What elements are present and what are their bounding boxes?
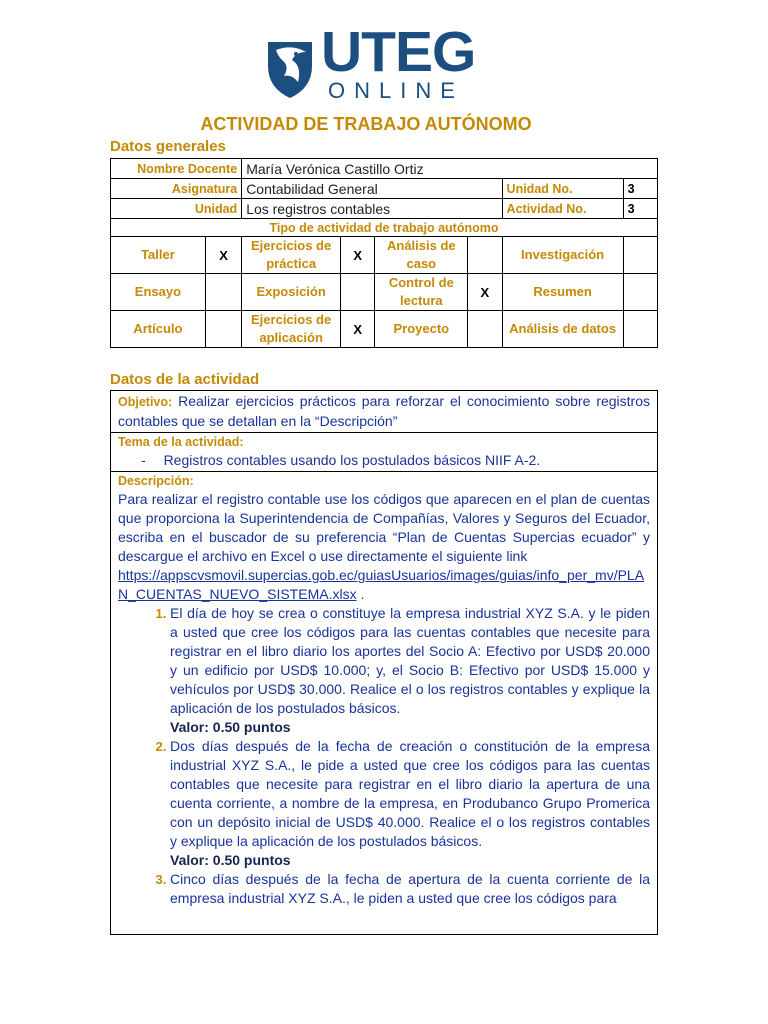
datos-actividad-table [110, 390, 658, 935]
cell-proyecto: Proyecto [375, 311, 468, 348]
table-row [111, 219, 658, 237]
logo-subtitle: ONLINE [328, 78, 464, 103]
mark-resumen [623, 274, 657, 311]
table-row [111, 159, 658, 179]
cell-ejercicios-practica: Ejercicios de práctica [242, 237, 341, 274]
activity-type-row-3 [111, 311, 658, 348]
mark-taller: X [205, 237, 241, 274]
objetivo-block [118, 392, 650, 431]
exercise-2-valor: Valor: 0.50 puntos [170, 852, 291, 868]
nombre-docente-label: Nombre Docente [111, 159, 242, 179]
tema-text: Registros contables usando los postulados básicos NIIF A-2. [163, 452, 541, 468]
cell-exposicion: Exposición [242, 274, 341, 311]
cell-ejercicios-aplicacion: Ejercicios de aplicación [242, 311, 341, 348]
exercise-2-text: Dos días después de la fecha de creación o constitución de la empresa industrial XYZ S.A., le pide a usted que cree los códigos para las cuentas contables que necesite para registrar en el libro diario la apertura de una cuenta corriente, a nombre de la empresa, en Produbanco Grupo Promerica con un depósito inicial de USD$ 40.000. Realice el o los registros contables y explique la aplicación de los postulados básicos. [170, 738, 650, 849]
mark-proyecto [468, 311, 502, 348]
tema-row [111, 433, 658, 472]
datos-generales-heading: Datos generales [110, 138, 226, 155]
asignatura-value: Contabilidad General [242, 179, 502, 199]
list-item [170, 870, 650, 908]
nombre-docente-value: María Verónica Castillo Ortiz [242, 159, 658, 179]
mark-control-lectura: X [468, 274, 502, 311]
datos-generales-table [110, 158, 658, 348]
tipo-actividad-label: Tipo de actividad de trabajo autónomo [111, 219, 658, 237]
cell-ensayo: Ensayo [111, 274, 206, 311]
unidad-no-value: 3 [623, 179, 657, 199]
mark-ensayo [205, 274, 241, 311]
unidad-no-label: Unidad No. [502, 179, 623, 199]
descripcion-label: Descripción: [118, 474, 194, 488]
exercise-3-text: Cinco días después de la fecha de apertura de la cuenta corriente de la empresa industrial XYZ S.A., le piden a usted que cree los códigos para [170, 871, 650, 906]
tema-bullet: - [141, 452, 146, 468]
exercise-1-valor: Valor: 0.50 puntos [170, 719, 291, 735]
mark-exposicion [341, 274, 375, 311]
descripcion-row [111, 472, 658, 935]
mark-ejercicios-practica: X [341, 237, 375, 274]
list-item [170, 604, 650, 737]
datos-actividad-heading: Datos de la actividad [110, 371, 260, 388]
link-period: . [360, 586, 365, 602]
cell-investigacion: Investigación [502, 237, 623, 274]
table-row [111, 199, 658, 219]
tema-item [118, 451, 650, 470]
cell-resumen: Resumen [502, 274, 623, 311]
cell-analisis-datos: Análisis de datos [502, 311, 623, 348]
unidad-label: Unidad [111, 199, 242, 219]
actividad-no-label: Actividad No. [502, 199, 623, 219]
falcon-shield-icon [262, 36, 318, 100]
cell-taller: Taller [111, 237, 206, 274]
objetivo-label: Objetivo: [118, 395, 173, 409]
link-line [118, 566, 650, 604]
mark-investigacion [623, 237, 657, 274]
cell-analisis-caso: Análisis de caso [375, 237, 468, 274]
exercise-1-text: El día de hoy se crea o constituye la empresa industrial XYZ S.A. y le piden a usted que cree los códigos para las cuentas contables que necesite para registrar en el libro diario los aportes del Socio A: Efectivo por USD$ 20.000 y un edificio por USD$ 10.000; y, el Socio B: Efectivo por USD$ 15.000 y vehículos por USD$ 30.000. Realice el o los registros contables y explique la aplicación de los postulados básicos. [170, 605, 650, 716]
activity-type-row-2 [111, 274, 658, 311]
actividad-no-value: 3 [623, 199, 657, 219]
descripcion-text: Para realizar el registro contable use los códigos que aparecen en el plan de cuentas que proporciona la Superintendencia de Compañías, Valores y Seguros del Ecuador, escriba en el buscador de su preferencia “Plan de Cuentas Supercias ecuador” y descargue el archivo en Excel o use directamente el siguiente link [118, 491, 650, 564]
exercise-list [118, 604, 650, 908]
table-row [111, 179, 658, 199]
asignatura-label: Asignatura [111, 179, 242, 199]
mark-articulo [205, 311, 241, 348]
list-item [170, 737, 650, 870]
mark-analisis-datos [623, 311, 657, 348]
cell-articulo: Artículo [111, 311, 206, 348]
logo-wordmark: UTEG [321, 20, 476, 84]
activity-type-row-1 [111, 237, 658, 274]
uteg-logo [262, 20, 477, 104]
page-title: ACTIVIDAD DE TRABAJO AUTÓNOMO [200, 114, 532, 134]
mark-analisis-caso [468, 237, 502, 274]
plan-cuentas-link[interactable]: https://appscvsmovil.supercias.gob.ec/guiasUsuarios/images/guias/info_per_mv/PLAN_CUENTAS_NUEVO_SISTEMA.xlsx [118, 567, 645, 602]
tema-label: Tema de la actividad: [118, 435, 244, 449]
objetivo-text: Realizar ejercicios prácticos para reforzar el conocimiento sobre registros contables que se detallan en la “Descripción” [118, 393, 651, 429]
cell-control-lectura: Control de lectura [375, 274, 468, 311]
unidad-value: Los registros contables [242, 199, 502, 219]
mark-ejercicios-aplicacion: X [341, 311, 375, 348]
objetivo-row [111, 391, 658, 433]
